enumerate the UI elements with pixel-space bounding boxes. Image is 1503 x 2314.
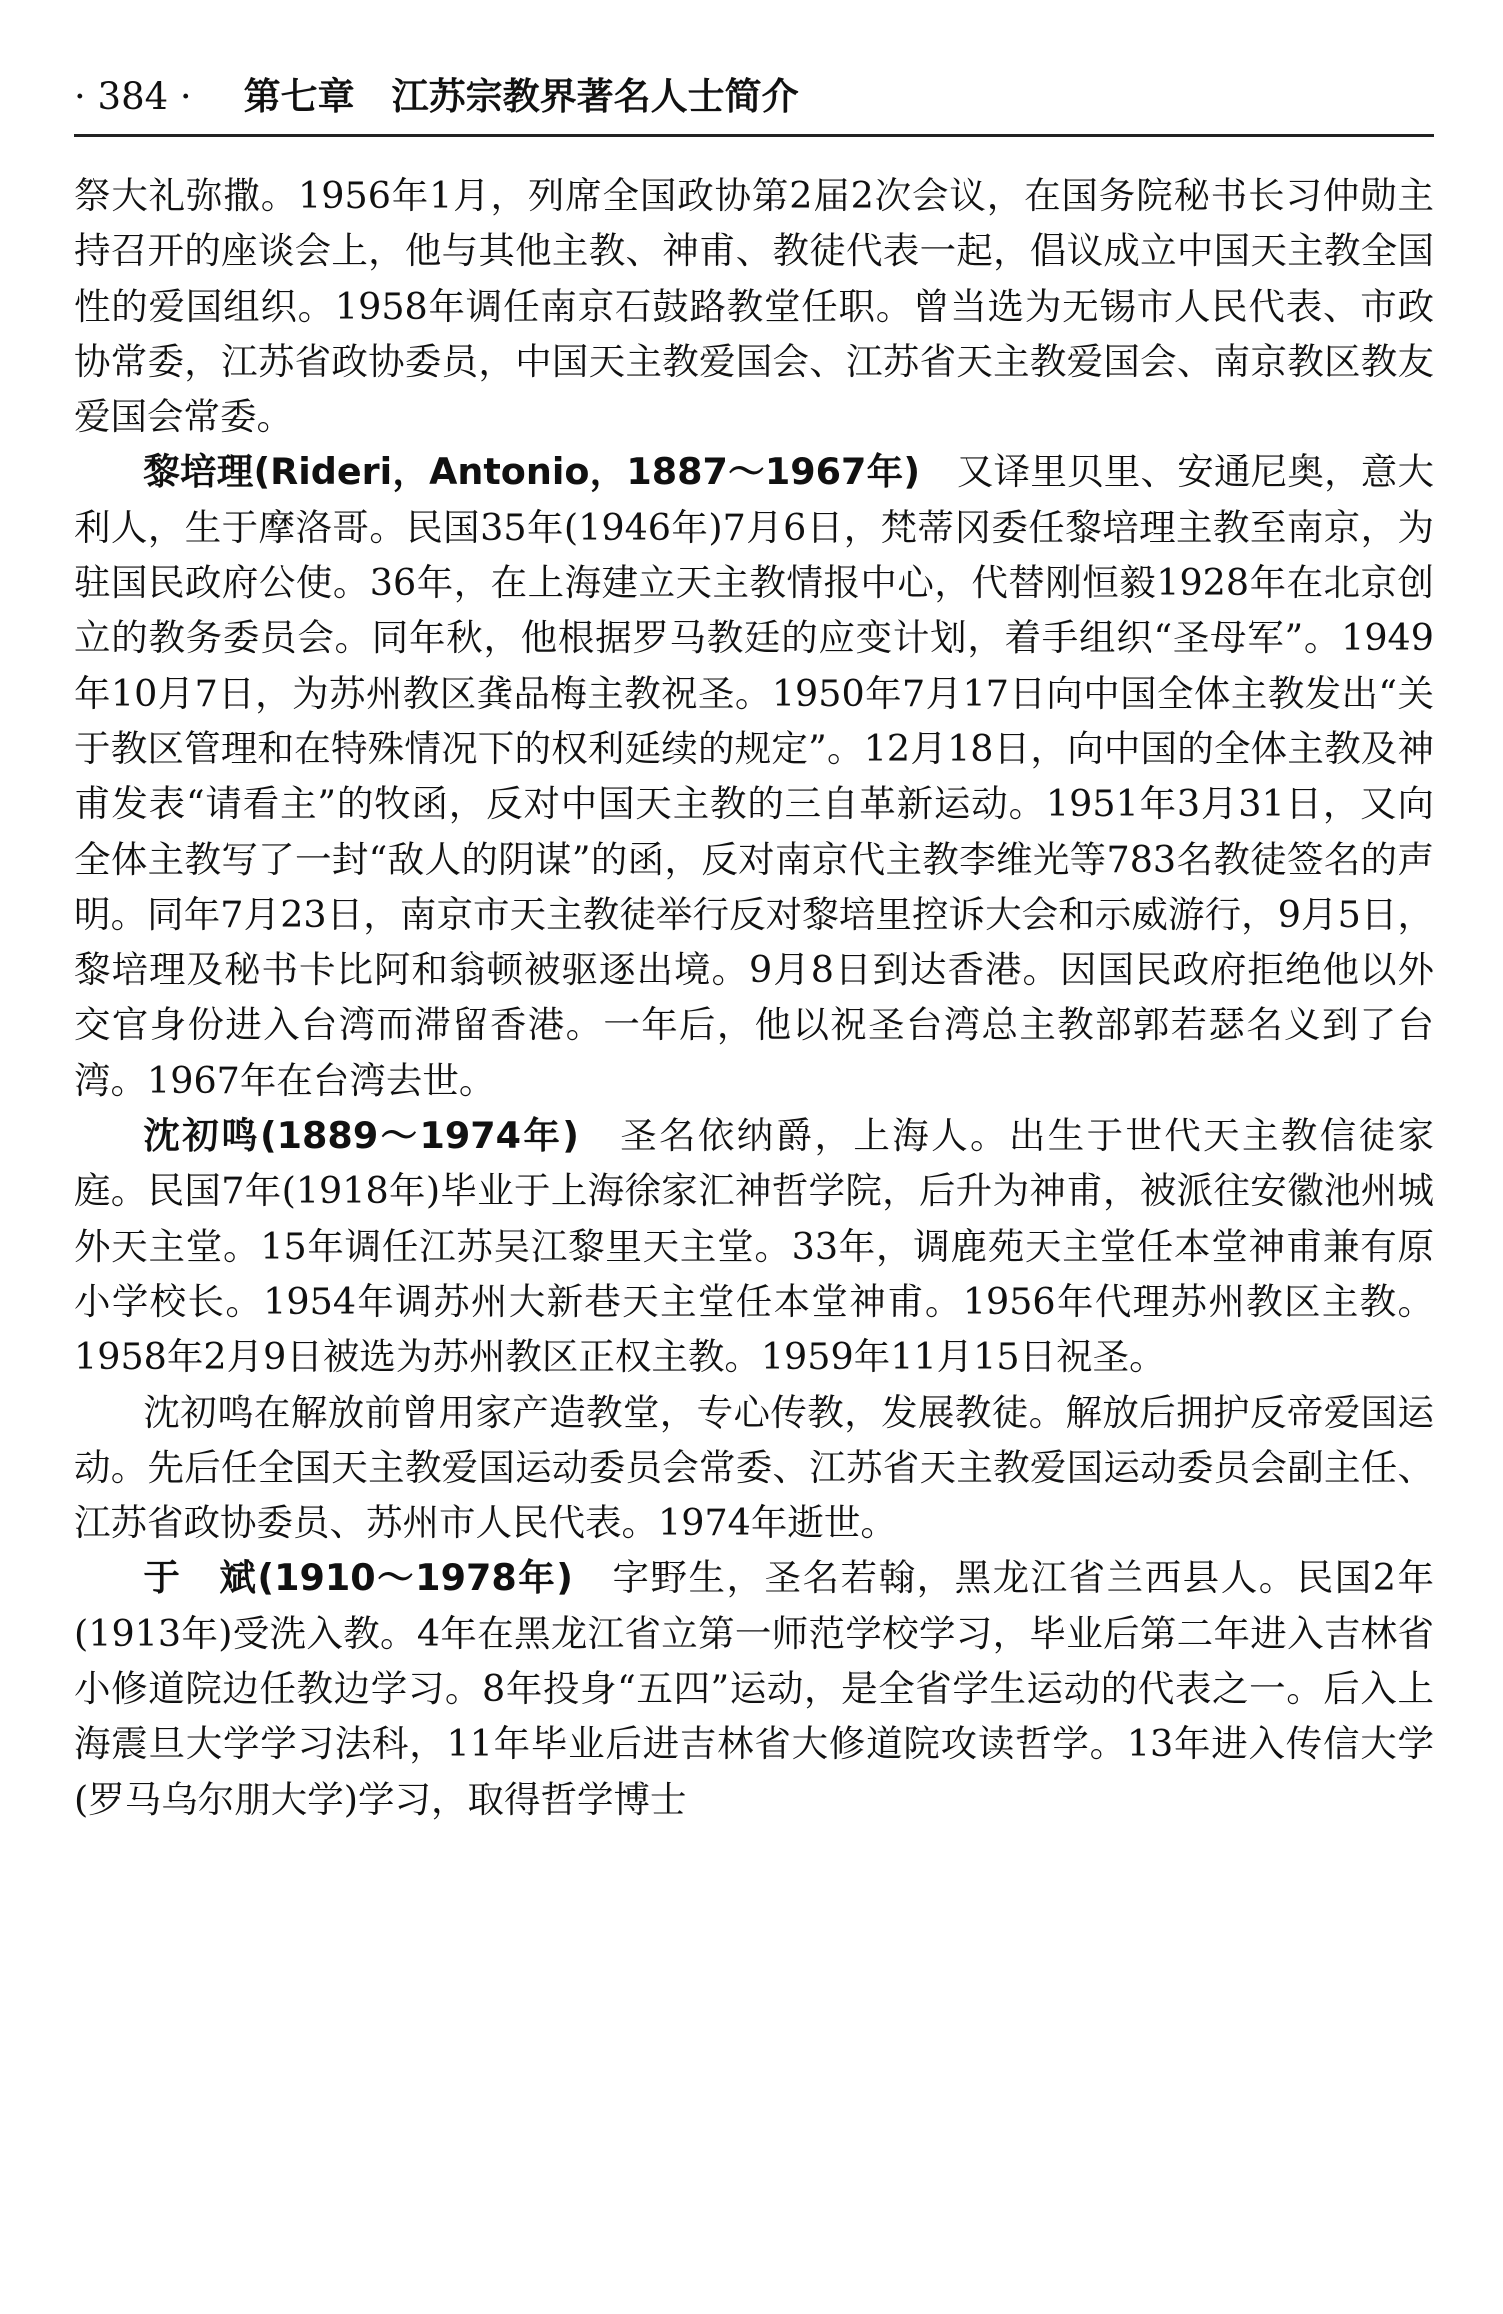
- paragraph-text: 圣名依纳爵，上海人。出生于世代天主教信徒家庭。民国7年(1918年)毕业于上海徐家汇神哲学院，后升为神甫，被派往安徽池州城外天主堂。15年调任江苏吴江黎里天主堂。33年，调鹿苑天主堂任本堂神甫兼有原小学校长。1954年调苏州大新巷天主堂任本堂神甫。1956年代理苏州教区主教。1958年2月9日被选为苏州教区正权主教。1959年11月15日祝圣。: [74, 1114, 1435, 1379]
- paragraph: [74, 168, 1434, 444]
- running-header: [74, 64, 1434, 130]
- entry-paragraph: [74, 1108, 1434, 1384]
- paragraph-text: 祭大礼弥撒。1956年1月，列席全国政协第2届2次会议，在国务院秘书长习仲勋主持召开的座谈会上，他与其他主教、神甫、教徒代表一起，倡议成立中国天主教全国性的爱国组织。1958年调任南京石鼓路教堂任职。曾当选为无锡市人民代表、市政协常委，江苏省政协委员，中国天主教爱国会、江苏省天主教爱国会、南京教区教友爱国会常委。: [74, 174, 1434, 439]
- entry-paragraph: [74, 444, 1434, 1108]
- paragraph-text: 沈初鸣在解放前曾用家产造教堂，专心传教，发展教徒。解放后拥护反帝爱国运动。先后任全国天主教爱国运动委员会常委、江苏省天主教爱国运动委员会副主任、江苏省政协委员、苏州市人民代表。1974年逝世。: [74, 1390, 1434, 1545]
- entry-paragraph: [74, 1550, 1434, 1826]
- page-number: · 384 ·: [74, 75, 192, 118]
- entry-heading: 黎培理(Rideri，Antonio，1887～1967年): [143, 450, 921, 494]
- paragraph-text: 又译里贝里、安通尼奥，意大利人，生于摩洛哥。民国35年(1946年)7月6日，梵蒂冈委任黎培理主教至南京，为驻国民政府公使。36年，在上海建立天主教情报中心，代替刚恒毅1928年在北京创立的教务委员会。同年秋，他根据罗马教廷的应变计划，着手组织“圣母军”。1949年10月7日，为苏州教区龚品梅主教祝圣。1950年7月17日向中国全体主教发出“关于教区管理和在特殊情况下的权利延续的规定”。12月18日，向中国的全体主教及神甫发表“请看主”的牧函，反对中国天主教的三自革新运动。1951年3月31日，又向全体主教写了一封“敌人的阴谋”的函，反对南京代主教李维光等783名教徒签名的声明。同年7月23日，南京市天主教徒举行反对黎培里控诉大会和示威游行，9月5日，黎培理及秘书卡比阿和翁顿被驱逐出境。9月8日到达香港。因国民政府拒绝他以外交官身份进入台湾而滞留香港。一年后，他以祝圣台湾总主教部郭若瑟名义到了台湾。1967年在台湾去世。: [74, 450, 1434, 1102]
- paragraph: [74, 1385, 1434, 1551]
- chapter-title: 第七章 江苏宗教界著名人士简介: [243, 75, 799, 118]
- entry-heading: 于 斌(1910～1978年): [143, 1556, 573, 1600]
- body-text: [74, 168, 1434, 1827]
- header-rule: [74, 134, 1434, 137]
- paragraph-text: 字野生，圣名若翰，黑龙江省兰西县人。民国2年(1913年)受洗入教。4年在黑龙江省立第一师范学校学习，毕业后第二年进入吉林省小修道院边任教边学习。8年投身“五四”运动，是全省学生运动的代表之一。后入上海震旦大学学习法科，11年毕业后进吉林省大修道院攻读哲学。13年进入传信大学(罗马乌尔朋大学)学习，取得哲学博士: [74, 1556, 1434, 1821]
- entry-heading: 沈初鸣(1889～1974年): [143, 1114, 579, 1158]
